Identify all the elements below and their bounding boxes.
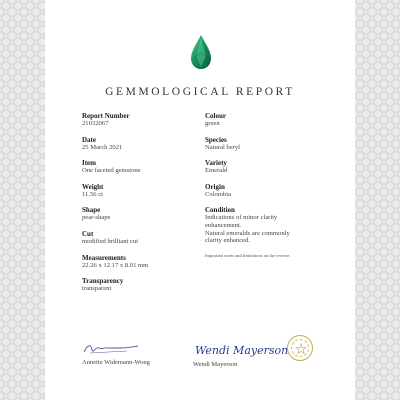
first-signatory-name: Annette Widemann-Wong: [82, 359, 150, 366]
second-signatory-name: Wendi Mayerson: [193, 361, 238, 368]
field-label: Condition: [205, 206, 235, 215]
field-report-number: [82, 112, 204, 128]
signature-block-second: [193, 342, 289, 368]
field-label: Origin: [205, 182, 225, 191]
field-value-line: clarity enhanced.: [205, 237, 251, 245]
second-signature-icon: [193, 342, 289, 358]
signature-block-first: [82, 342, 150, 366]
field-weight: [82, 183, 204, 199]
second-signature-script: Wendi Mayerson: [195, 344, 289, 357]
field-shape: [82, 206, 204, 222]
field-condition: [205, 206, 330, 244]
field-value: Emerald: [205, 167, 228, 175]
field-value: 21032067: [82, 120, 109, 127]
field-label: Report Number: [82, 112, 130, 120]
pear-emerald-icon: [190, 34, 212, 70]
field-label: Cut: [82, 229, 94, 238]
field-label: Species: [205, 135, 227, 144]
field-value: 22.26 x 12.17 x 8.01 mm: [82, 261, 149, 269]
field-value: 11.56 ct: [82, 190, 103, 198]
field-cut: [82, 230, 204, 246]
field-colour: [205, 112, 330, 128]
field-value: 25 March 2021: [82, 143, 123, 151]
field-date: [82, 136, 204, 152]
first-signature-icon: [82, 342, 142, 356]
reverse-note: Important notes and limitations on the reverse.: [205, 252, 291, 258]
field-label: Colour: [205, 112, 226, 120]
field-value: Natural beryl: [205, 143, 240, 151]
field-label: Weight: [82, 182, 104, 191]
field-item: [82, 159, 204, 175]
field-label: Measurements: [82, 253, 126, 262]
gold-seal-icon: [287, 335, 313, 361]
field-value: One faceted gemstone: [82, 167, 141, 175]
field-value: Colombia: [205, 190, 232, 198]
report-title: GEMMOLOGICAL REPORT: [105, 86, 295, 98]
field-transparency: [82, 277, 204, 293]
field-origin: [205, 183, 330, 199]
field-label: Date: [82, 135, 96, 144]
field-label: Shape: [82, 206, 101, 215]
field-label: Variety: [205, 159, 227, 168]
field-value: modified brilliant cut: [82, 237, 139, 245]
field-species: [205, 136, 330, 152]
field-label: Transparency: [82, 277, 124, 286]
field-value-line: Indications of minor clarity: [205, 214, 278, 222]
field-value: pear-shape: [82, 214, 111, 222]
field-label: Item: [82, 159, 96, 168]
field-measurements: [82, 254, 204, 270]
field-value-line: Natural emeralds are commonly: [205, 229, 290, 237]
right-column: [205, 112, 330, 259]
left-column: [82, 112, 204, 301]
seal-crest-icon: [295, 343, 307, 355]
report-sheet: [45, 0, 355, 400]
field-value-line: enhancement.: [205, 221, 242, 229]
field-variety: [205, 159, 330, 175]
field-value: transparent: [82, 285, 112, 293]
field-value: green: [205, 120, 220, 127]
